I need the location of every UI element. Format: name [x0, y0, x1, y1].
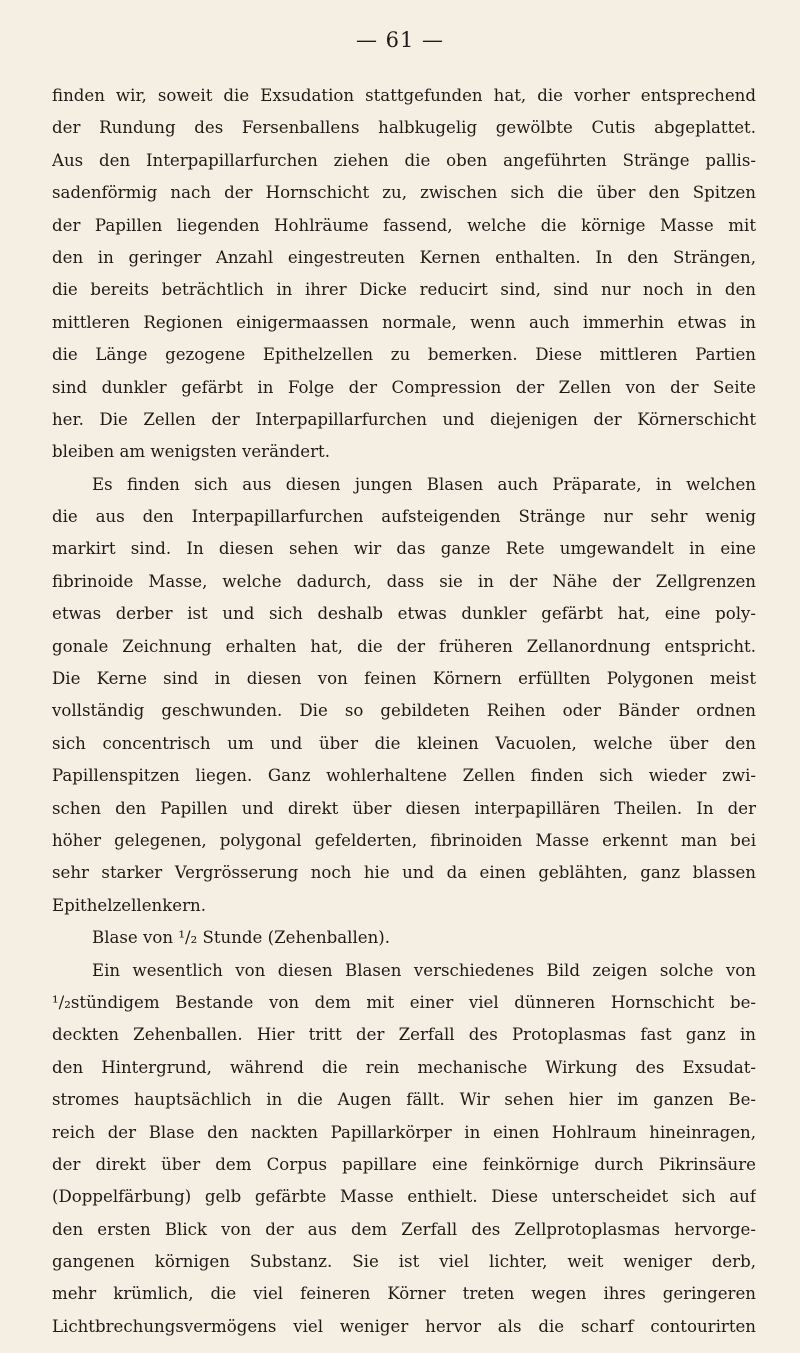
text-line: vollständig geschwunden. Die so gebildeten Reihen oder Bänder ordnen — [52, 701, 756, 721]
paragraph-start-line: Es finden sich aus diesen jungen Blasen auch Präparate, in welchen — [92, 474, 756, 494]
text-line: fibrinoide Masse, welche dadurch, dass sie in der Nähe der Zellgrenzen — [52, 571, 756, 591]
text-line: reich der Blase den nackten Papillarkörper in einen Hohlraum hineinragen, — [52, 1122, 756, 1142]
paragraph-start-line: Ein wesentlich von diesen Blasen verschiedenes Bild zeigen solche von — [92, 960, 756, 980]
text-line: her. Die Zellen der Interpapillarfurchen und diejenigen der Körnerschicht — [52, 409, 756, 429]
text-line: mehr krümlich, die viel feineren Körner treten wegen ihres geringeren — [52, 1284, 756, 1304]
text-line: höher gelegenen, polygonal gefelderten, fibrinoiden Masse erkennt man bei — [52, 830, 756, 850]
text-line: die bereits beträchtlich in ihrer Dicke reducirt sind, sind nur noch in den — [52, 280, 756, 300]
text-line: sind dunkler gefärbt in Folge der Compression der Zellen von der Seite — [52, 377, 756, 397]
text-line: mittleren Regionen einigermaassen normale, wenn auch immerhin etwas in — [52, 312, 756, 332]
text-line: markirt sind. In diesen sehen wir das ganze Rete umgewandelt in eine — [52, 539, 756, 559]
page-number: — 61 — — [355, 28, 445, 52]
section-heading: Blase von ¹/₂ Stunde (Zehenballen). — [92, 928, 391, 948]
text-line: gangenen körnigen Substanz. Sie ist viel lichter, weit weniger derb, — [52, 1252, 756, 1272]
text-line: sich concentrisch um und über die kleinen Vacuolen, welche über den — [52, 733, 756, 753]
text-line: stromes hauptsächlich in die Augen fällt. Wir sehen hier im ganzen Be- — [52, 1090, 756, 1110]
text-line: den in geringer Anzahl eingestreuten Kernen enthalten. In den Strängen, — [52, 247, 756, 267]
text-line: Lichtbrechungsvermögens viel weniger hervor als die scharf contourirten — [52, 1316, 756, 1336]
text-line: deckten Zehenballen. Hier tritt der Zerfall des Protoplasmas fast ganz in — [52, 1025, 756, 1045]
text-line: Aus den Interpapillarfurchen ziehen die oben angeführten Stränge pallis- — [52, 150, 756, 170]
text-line: finden wir, soweit die Exsudation stattgefunden hat, die vorher entsprechend — [52, 86, 756, 105]
text-line: den ersten Blick von der aus dem Zerfall des Zellprotoplasmas hervorge- — [52, 1219, 756, 1239]
text-line: (Doppelfärbung) gelb gefärbte Masse enthielt. Diese unterscheidet sich auf — [52, 1187, 756, 1207]
text-line: ¹/₂stündigem Bestande von dem mit einer viel dünneren Hornschicht be- — [52, 992, 756, 1012]
text-line: Die Kerne sind in diesen von feinen Körnern erfüllten Polygonen meist — [52, 669, 756, 689]
text-line: gonale Zeichnung erhalten hat, die der früheren Zellanordnung entspricht. — [52, 636, 756, 656]
text-line: sehr starker Vergrösserung noch hie und da einen geblähten, ganz blassen — [52, 863, 756, 883]
text-line: der Rundung des Fersenballens halbkugelig gewölbte Cutis abgeplattet. — [52, 118, 756, 138]
text-line: den Hintergrund, während die rein mechanische Wirkung des Exsudat- — [52, 1057, 756, 1077]
text-line: der Papillen liegenden Hohlräume fassend, welche die körnige Masse mit — [52, 215, 756, 235]
text-line: der direkt über dem Corpus papillare eine feinkörnige durch Pikrinsäure — [52, 1154, 756, 1174]
body-text — [52, 80, 756, 1343]
text-line: die aus den Interpapillarfurchen aufsteigenden Stränge nur sehr wenig — [52, 507, 756, 527]
paragraph-end-line: Epithelzellenkern. — [52, 895, 206, 915]
paragraph-end-line: bleiben am wenigsten verändert. — [52, 442, 330, 462]
text-line: die Länge gezogene Epithelzellen zu bemerken. Diese mittleren Partien — [52, 345, 756, 365]
text-line: etwas derber ist und sich deshalb etwas dunkler gefärbt hat, eine poly- — [52, 604, 756, 624]
text-line: Papillenspitzen liegen. Ganz wohlerhaltene Zellen finden sich wieder zwi- — [52, 766, 756, 786]
text-line: schen den Papillen und direkt über diesen interpapillären Theilen. In der — [52, 798, 756, 818]
text-line: sadenförmig nach der Hornschicht zu, zwischen sich die über den Spitzen — [52, 183, 756, 203]
